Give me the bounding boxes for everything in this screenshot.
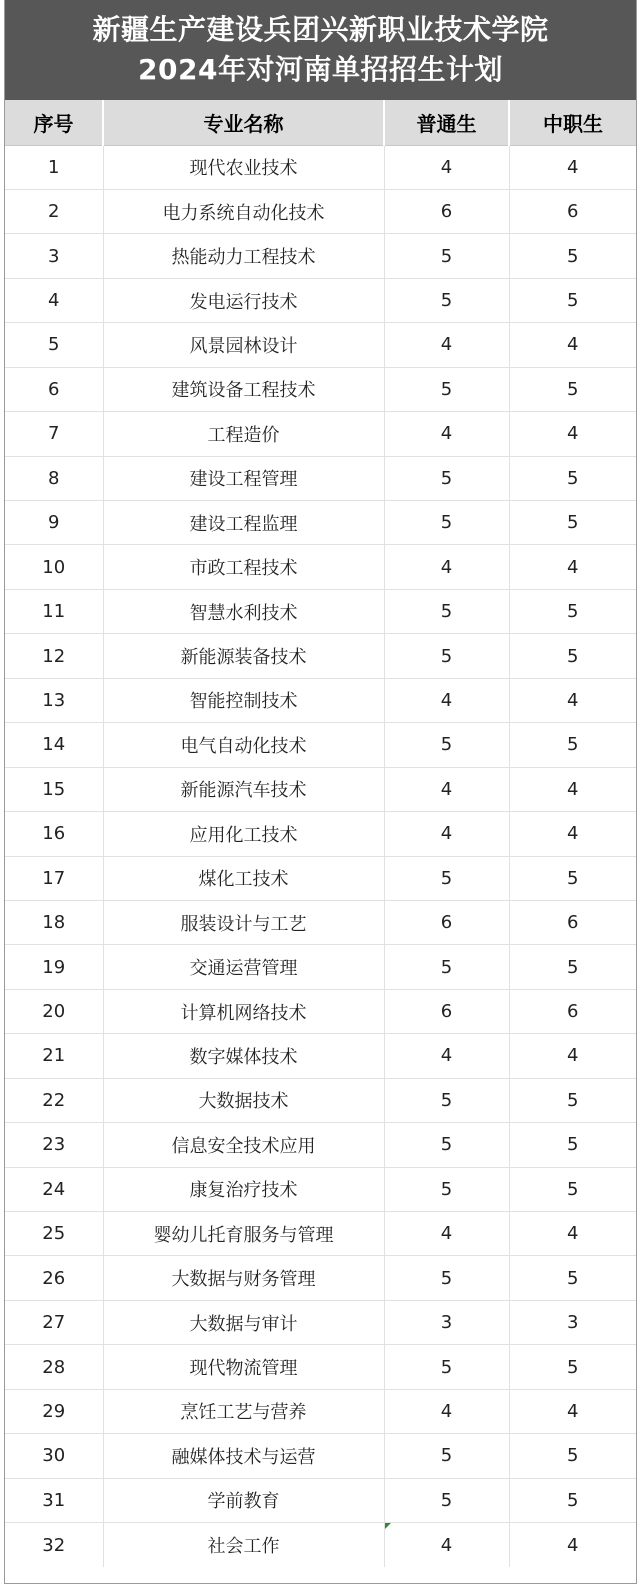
cell-major[interactable]: 煤化工技术 — [103, 856, 384, 900]
cell-major[interactable]: 新能源汽车技术 — [103, 767, 384, 811]
cell-vocational[interactable]: 5 — [509, 1078, 636, 1122]
cell-index[interactable]: 17 — [5, 856, 103, 900]
cell-regular[interactable]: 5 — [384, 501, 509, 545]
table-row — [5, 278, 636, 322]
cell-index[interactable]: 12 — [5, 634, 103, 678]
cell-vocational[interactable]: 4 — [509, 412, 636, 456]
cell-vocational[interactable]: 4 — [509, 1034, 636, 1078]
table-row — [5, 989, 636, 1033]
cell-major[interactable]: 婴幼儿托育服务与管理 — [103, 1212, 384, 1256]
cell-major[interactable]: 学前教育 — [103, 1478, 384, 1522]
cell-regular[interactable]: 4 — [384, 678, 509, 722]
table-header-row — [5, 100, 636, 145]
cell-regular[interactable]: 4 — [384, 1389, 509, 1433]
cell-regular[interactable]: 4 — [384, 545, 509, 589]
cell-major[interactable]: 交通运营管理 — [103, 945, 384, 989]
table-row — [5, 1078, 636, 1122]
table-row — [5, 723, 636, 767]
cell-regular[interactable]: 5 — [384, 367, 509, 411]
cell-regular[interactable]: 4 — [384, 145, 509, 189]
cell-major[interactable]: 电气自动化技术 — [103, 723, 384, 767]
table-row — [5, 501, 636, 545]
cell-major[interactable]: 市政工程技术 — [103, 545, 384, 589]
cell-index[interactable]: 7 — [5, 412, 103, 456]
cell-regular[interactable]: 5 — [384, 278, 509, 322]
cell-vocational[interactable]: 5 — [509, 1434, 636, 1478]
cell-index[interactable]: 16 — [5, 812, 103, 856]
cell-regular[interactable]: 5 — [384, 1123, 509, 1167]
cell-index[interactable]: 18 — [5, 900, 103, 944]
table-row — [5, 812, 636, 856]
cell-regular[interactable]: 6 — [384, 189, 509, 233]
cell-regular[interactable]: 3 — [384, 1300, 509, 1344]
cell-vocational[interactable]: 4 — [509, 678, 636, 722]
table-row — [5, 323, 636, 367]
column-header-major: 专业名称 — [103, 100, 384, 145]
column-header-regular: 普通生 — [384, 100, 509, 145]
cell-regular[interactable]: 4 — [384, 1034, 509, 1078]
cell-index[interactable]: 30 — [5, 1434, 103, 1478]
page-title: 新疆生产建设兵团兴新职业技术学院 — [92, 13, 549, 46]
cell-vocational[interactable]: 5 — [509, 856, 636, 900]
cell-vocational[interactable]: 6 — [509, 189, 636, 233]
cell-index[interactable]: 2 — [5, 189, 103, 233]
table-row — [5, 1434, 636, 1478]
table-row — [5, 234, 636, 278]
cell-vocational[interactable]: 5 — [509, 501, 636, 545]
cell-index[interactable]: 9 — [5, 501, 103, 545]
cell-index[interactable]: 3 — [5, 234, 103, 278]
cell-index[interactable]: 19 — [5, 945, 103, 989]
cell-major[interactable]: 数字媒体技术 — [103, 1034, 384, 1078]
cell-regular[interactable]: 5 — [384, 589, 509, 633]
cell-major[interactable]: 电力系统自动化技术 — [103, 189, 384, 233]
enrollment-table — [5, 100, 636, 1567]
cell-regular[interactable]: 5 — [384, 856, 509, 900]
cell-vocational[interactable]: 5 — [509, 456, 636, 500]
cell-vocational[interactable]: 4 — [509, 145, 636, 189]
table-row — [5, 856, 636, 900]
cell-major[interactable]: 建筑设备工程技术 — [103, 367, 384, 411]
cell-index[interactable]: 1 — [5, 145, 103, 189]
cell-major[interactable]: 信息安全技术应用 — [103, 1123, 384, 1167]
cell-major[interactable]: 智慧水利技术 — [103, 589, 384, 633]
table-row — [5, 456, 636, 500]
table-row — [5, 412, 636, 456]
cell-regular[interactable]: 5 — [384, 1078, 509, 1122]
table-row — [5, 1123, 636, 1167]
title-block — [5, 0, 636, 100]
cell-index[interactable]: 24 — [5, 1167, 103, 1211]
cell-major[interactable]: 康复治疗技术 — [103, 1167, 384, 1211]
cell-vocational[interactable]: 5 — [509, 1123, 636, 1167]
cell-regular[interactable]: 4 — [384, 1523, 509, 1567]
cell-regular[interactable]: 4 — [384, 323, 509, 367]
cell-major[interactable]: 服装设计与工艺 — [103, 900, 384, 944]
cell-regular[interactable]: 6 — [384, 989, 509, 1033]
table-row — [5, 545, 636, 589]
cell-index[interactable]: 22 — [5, 1078, 103, 1122]
cell-vocational[interactable]: 5 — [509, 589, 636, 633]
cell-vocational[interactable]: 4 — [509, 323, 636, 367]
table-row — [5, 1212, 636, 1256]
cell-vocational[interactable]: 5 — [509, 1345, 636, 1389]
cell-regular[interactable]: 4 — [384, 412, 509, 456]
cell-index[interactable]: 23 — [5, 1123, 103, 1167]
cell-vocational[interactable]: 5 — [509, 1478, 636, 1522]
table-row — [5, 1300, 636, 1344]
table-row — [5, 1034, 636, 1078]
cell-vocational[interactable]: 5 — [509, 278, 636, 322]
cell-index[interactable]: 29 — [5, 1389, 103, 1433]
table-row — [5, 1389, 636, 1433]
cell-major[interactable]: 大数据与财务管理 — [103, 1256, 384, 1300]
cell-vocational[interactable]: 5 — [509, 634, 636, 678]
table-body — [5, 145, 636, 1567]
cell-major[interactable]: 大数据技术 — [103, 1078, 384, 1122]
cell-major[interactable]: 工程造价 — [103, 412, 384, 456]
cell-vocational[interactable]: 5 — [509, 723, 636, 767]
table-row — [5, 1345, 636, 1389]
cell-vocational[interactable]: 5 — [509, 945, 636, 989]
cell-major[interactable]: 计算机网络技术 — [103, 989, 384, 1033]
cell-regular[interactable]: 5 — [384, 456, 509, 500]
cell-vocational[interactable]: 4 — [509, 1212, 636, 1256]
cell-major[interactable]: 建设工程管理 — [103, 456, 384, 500]
cell-vocational[interactable]: 5 — [509, 367, 636, 411]
cell-major[interactable]: 现代农业技术 — [103, 145, 384, 189]
cell-regular[interactable]: 5 — [384, 1478, 509, 1522]
cell-index[interactable]: 14 — [5, 723, 103, 767]
cell-index[interactable]: 10 — [5, 545, 103, 589]
table-row — [5, 589, 636, 633]
cell-index[interactable]: 32 — [5, 1523, 103, 1567]
cell-major[interactable]: 现代物流管理 — [103, 1345, 384, 1389]
cell-regular[interactable]: 5 — [384, 234, 509, 278]
table-row — [5, 1167, 636, 1211]
cell-regular[interactable]: 5 — [384, 1167, 509, 1211]
cell-regular[interactable]: 4 — [384, 1212, 509, 1256]
cell-regular[interactable]: 5 — [384, 1434, 509, 1478]
cell-major[interactable]: 大数据与审计 — [103, 1300, 384, 1344]
table-row — [5, 1478, 636, 1522]
cell-regular[interactable]: 6 — [384, 900, 509, 944]
column-header-index: 序号 — [5, 100, 103, 145]
cell-vocational[interactable]: 3 — [509, 1300, 636, 1344]
cell-index[interactable]: 26 — [5, 1256, 103, 1300]
table-row — [5, 767, 636, 811]
cell-major[interactable]: 应用化工技术 — [103, 812, 384, 856]
cell-major[interactable]: 建设工程监理 — [103, 501, 384, 545]
cell-index[interactable]: 5 — [5, 323, 103, 367]
cell-major[interactable]: 社会工作 — [103, 1523, 384, 1567]
cell-major[interactable]: 发电运行技术 — [103, 278, 384, 322]
cell-regular[interactable]: 5 — [384, 1345, 509, 1389]
cell-vocational[interactable]: 6 — [509, 989, 636, 1033]
cell-vocational[interactable]: 4 — [509, 812, 636, 856]
cell-index[interactable]: 27 — [5, 1300, 103, 1344]
cell-regular[interactable]: 4 — [384, 767, 509, 811]
cell-index[interactable]: 13 — [5, 678, 103, 722]
spreadsheet — [4, 0, 637, 1584]
column-header-vocational: 中职生 — [509, 100, 636, 145]
cell-major[interactable]: 烹饪工艺与营养 — [103, 1389, 384, 1433]
table-row — [5, 900, 636, 944]
cell-index[interactable]: 28 — [5, 1345, 103, 1389]
cell-major[interactable]: 热能动力工程技术 — [103, 234, 384, 278]
cell-index[interactable]: 25 — [5, 1212, 103, 1256]
table-row — [5, 678, 636, 722]
table-row — [5, 1523, 636, 1567]
table-row — [5, 367, 636, 411]
cell-vocational[interactable]: 5 — [509, 1167, 636, 1211]
cell-index[interactable]: 21 — [5, 1034, 103, 1078]
cell-index[interactable]: 11 — [5, 589, 103, 633]
cell-vocational[interactable]: 4 — [509, 767, 636, 811]
cell-index[interactable]: 8 — [5, 456, 103, 500]
cell-major[interactable]: 新能源装备技术 — [103, 634, 384, 678]
cell-major[interactable]: 风景园林设计 — [103, 323, 384, 367]
cell-regular[interactable]: 5 — [384, 1256, 509, 1300]
cell-major[interactable]: 智能控制技术 — [103, 678, 384, 722]
table-row — [5, 1256, 636, 1300]
table-row — [5, 634, 636, 678]
cell-index[interactable]: 6 — [5, 367, 103, 411]
cell-regular[interactable]: 5 — [384, 945, 509, 989]
page-subtitle: 2024年对河南单招招生计划 — [138, 53, 503, 86]
cell-vocational[interactable]: 4 — [567, 1534, 579, 1556]
cell-index[interactable]: 20 — [5, 989, 103, 1033]
cell-regular[interactable]: 5 — [384, 723, 509, 767]
cell-vocational[interactable]: 5 — [509, 1256, 636, 1300]
cell-regular[interactable]: 5 — [384, 634, 509, 678]
cell-vocational[interactable]: 6 — [509, 900, 636, 944]
cell-index[interactable]: 4 — [5, 278, 103, 322]
table-row — [5, 189, 636, 233]
cell-index[interactable]: 15 — [5, 767, 103, 811]
cell-vocational[interactable]: 4 — [509, 545, 636, 589]
cell-vocational[interactable]: 5 — [509, 234, 636, 278]
cell-vocational[interactable]: 4 — [509, 1389, 636, 1433]
table-row — [5, 945, 636, 989]
table-row — [5, 145, 636, 189]
cell-regular[interactable]: 4 — [384, 812, 509, 856]
cell-index[interactable]: 31 — [5, 1478, 103, 1522]
cell-major[interactable]: 融媒体技术与运营 — [103, 1434, 384, 1478]
